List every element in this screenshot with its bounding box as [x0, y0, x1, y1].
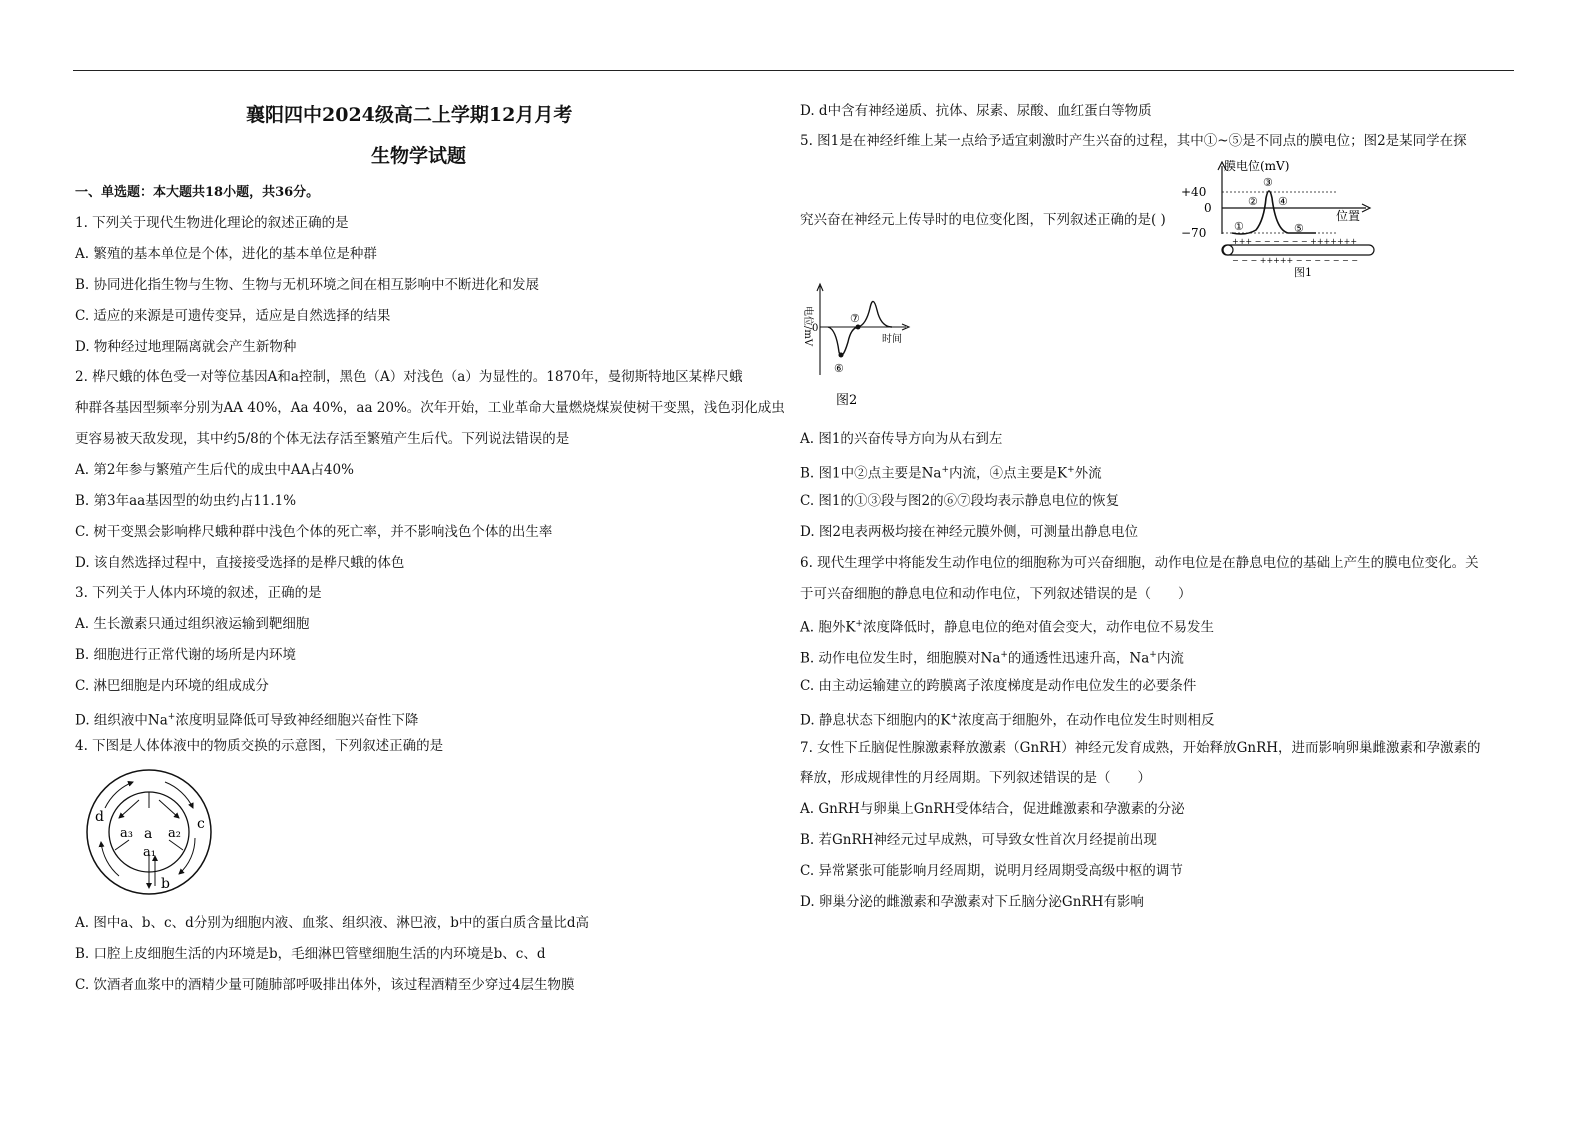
q6-option-d: D. 静息状态下细胞内的K+浓度高于细胞外，在动作电位发生时则相反 — [800, 712, 1215, 729]
q7-option-a: A. GnRH与卵巢上GnRH受体结合，促进雌激素和孕激素的分泌 — [800, 801, 1185, 817]
q2-option-c: C. 树干变黑会影响桦尺蛾种群中浅色个体的死亡率，并不影响浅色个体的出生率 — [75, 524, 553, 540]
q7-option-d: D. 卵巢分泌的雌激素和孕激素对下丘脑分泌GnRH有影响 — [800, 894, 1144, 910]
label-a: a — [144, 826, 153, 842]
fig2-xlabel: 时间 — [882, 334, 902, 345]
q3-option-b: B. 细胞进行正常代谢的场所是内环境 — [75, 647, 297, 663]
q6-stem-line2: 于可兴奋细胞的静息电位和动作电位，下列叙述错误的是（ ） — [800, 586, 1192, 602]
q4-stem: 4. 下图是人体体液中的物质交换的示意图，下列叙述正确的是 — [75, 738, 444, 754]
q5-figure-2 — [796, 280, 926, 415]
page-subtitle: 生物学试题 — [371, 145, 467, 167]
q5-option-b: B. 图1中②点主要是Na+内流，④点主要是K+外流 — [800, 465, 1102, 482]
fig2-caption: 图2 — [836, 393, 858, 408]
q7-option-c: C. 异常紧张可能影响月经周期，说明月经周期受高级中枢的调节 — [800, 863, 1183, 879]
q5-stem-line1: 5. 图1是在神经纤维上某一点给予适宜刺激时产生兴奋的过程，其中①~⑤是不同点的膜电位；图2是某同学在探 — [800, 133, 1467, 149]
q5-option-d: D. 图2电表两极均接在神经元膜外侧，可测量出静息电位 — [800, 524, 1139, 540]
q6-option-c: C. 由主动运输建立的跨膜离子浓度梯度是动作电位发生的必要条件 — [800, 678, 1197, 694]
fig1-point-1: ① — [1234, 220, 1244, 233]
q1-option-c: C. 适应的来源是可遗传变异，适应是自然选择的结果 — [75, 308, 391, 324]
q3-option-d: D. 组织液中Na+浓度明显降低可导致神经细胞兴奋性下降 — [75, 712, 419, 729]
q2-option-a: A. 第2年参与繁殖产生后代的成虫中AA占40% — [75, 462, 354, 478]
page-title: 襄阳四中2024级高二上学期12月月考 — [246, 104, 573, 126]
q2-option-d: D. 该自然选择过程中，直接接受选择的是桦尺蛾的体色 — [75, 555, 405, 571]
q1-option-b: B. 协同进化指生物与生物、生物与无机环境之间在相互影响中不断进化和发展 — [75, 277, 540, 293]
section-heading: 一、单选题：本大题共18小题，共36分。 — [75, 185, 320, 200]
fig2-ylabel: 电位/mV — [802, 306, 813, 347]
q6-option-a: A. 胞外K+浓度降低时，静息电位的绝对值会变大，动作电位不易发生 — [800, 619, 1214, 636]
arrow — [101, 842, 119, 876]
label-a2: a₂ — [168, 826, 181, 841]
fig2-point-6: ⑥ — [834, 362, 844, 375]
q5-option-c: C. 图1的①③段与图2的⑥⑦段均表示静息电位的恢复 — [800, 493, 1120, 509]
q5-stem-line2: 究兴奋在神经元上传导时的电位变化图，下列叙述正确的是( ) — [800, 212, 1166, 228]
fig1-tick-neg70: −70 — [1181, 226, 1207, 240]
q2-stem-line1: 2. 桦尺蛾的体色受一对等位基因A和a控制，黑色（A）对浅色（a）为显性的。1870年，曼彻斯特地区某桦尺蛾 — [75, 369, 743, 385]
arrow — [165, 782, 193, 808]
divider — [115, 840, 129, 850]
fiber-end — [1223, 245, 1233, 255]
q3-option-c: C. 淋巴细胞是内环境的组成成分 — [75, 678, 269, 694]
q7-stem-line2: 释放，形成规律性的月经周期。下列叙述错误的是（ ） — [800, 770, 1151, 786]
q4-option-c: C. 饮酒者血浆中的酒精少量可随肺部呼吸排出体外，该过程酒精至少穿过4层生物膜 — [75, 977, 575, 993]
fig1-point-4: ④ — [1278, 195, 1288, 208]
q2-stem-line2: 种群各基因型频率分别为AA 40%，Aa 40%，aa 20%。次年开始，工业革命大量燃烧煤炭使树干变黑，浅色羽化成虫 — [75, 400, 785, 416]
top-rule — [73, 70, 1514, 71]
svg-text:+++ − − − − − − +++++++: +++ − − − − − − +++++++ — [1232, 237, 1358, 246]
fig2-point-7: ⑦ — [850, 312, 860, 325]
svg-text:− − − +++++ − − − − − − −: − − − +++++ − − − − − − − — [1232, 256, 1358, 265]
fig2-zero: 0 — [812, 323, 819, 334]
label-b: b — [161, 876, 170, 892]
q5-figure-1 — [1176, 160, 1391, 280]
q3-stem: 3. 下列关于人体内环境的叙述，正确的是 — [75, 585, 322, 601]
q1-stem: 1. 下列关于现代生物进化理论的叙述正确的是 — [75, 215, 349, 231]
fig1-point-2: ② — [1248, 195, 1258, 208]
q1-option-d: D. 物种经过地理隔离就会产生新物种 — [75, 339, 297, 355]
q6-option-b: B. 动作电位发生时，细胞膜对Na+的通透性迅速升高，Na+内流 — [800, 650, 1184, 667]
label-a3: a₃ — [120, 826, 133, 841]
arrow — [105, 782, 133, 808]
q3-option-a: A. 生长激素只通过组织液运输到靶细胞 — [75, 616, 310, 632]
q4-option-b: B. 口腔上皮细胞生活的内环境是b，毛细淋巴管壁细胞生活的内环境是b、c、d — [75, 946, 546, 962]
q1-option-a: A. 繁殖的基本单位是个体，进化的基本单位是种群 — [75, 246, 377, 262]
q5-option-a: A. 图1的兴奋传导方向为从右到左 — [800, 431, 1003, 447]
q6-stem-line1: 6. 现代生理学中将能发生动作电位的细胞称为可兴奋细胞，动作电位是在静息电位的基础上产生的膜电位变化。关 — [800, 555, 1479, 571]
q7-stem-line1: 7. 女性下丘脑促性腺激素释放激素（GnRH）神经元发育成熟，开始释放GnRH，进而影响卵巢雌激素和孕激素的 — [800, 740, 1481, 756]
q4-option-d: D. d中含有神经递质、抗体、尿素、尿酸、血红蛋白等物质 — [800, 103, 1152, 119]
fig1-xlabel: 位置 — [1336, 209, 1361, 223]
q2-option-b: B. 第3年aa基因型的幼虫约占11.1% — [75, 493, 297, 509]
label-d: d — [95, 809, 104, 825]
fig1-tick-40: +40 — [1181, 185, 1207, 199]
q4-fluid-diagram — [83, 768, 223, 898]
fig1-tick-0: 0 — [1204, 201, 1212, 215]
fig1-ylabel: 膜电位(mV) — [1224, 160, 1290, 173]
fig1-point-5: ⑤ — [1294, 222, 1304, 235]
fig1-caption: 图1 — [1294, 266, 1312, 279]
fig1-point-3: ③ — [1263, 176, 1273, 189]
q7-option-b: B. 若GnRH神经元过早成熟，可导致女性首次月经提前出现 — [800, 832, 1157, 848]
q2-stem-line3: 更容易被天敌发现，其中约5/8的个体无法存活至繁殖产生后代。下列说法错误的是 — [75, 431, 570, 447]
label-a1: a₁ — [143, 845, 156, 860]
q4-option-a: A. 图中a、b、c、d分别为细胞内液、血浆、组织液、淋巴液，b中的蛋白质含量比d高 — [75, 915, 590, 931]
divider — [169, 840, 183, 850]
label-c: c — [197, 816, 205, 832]
nerve-fiber — [1222, 245, 1374, 255]
